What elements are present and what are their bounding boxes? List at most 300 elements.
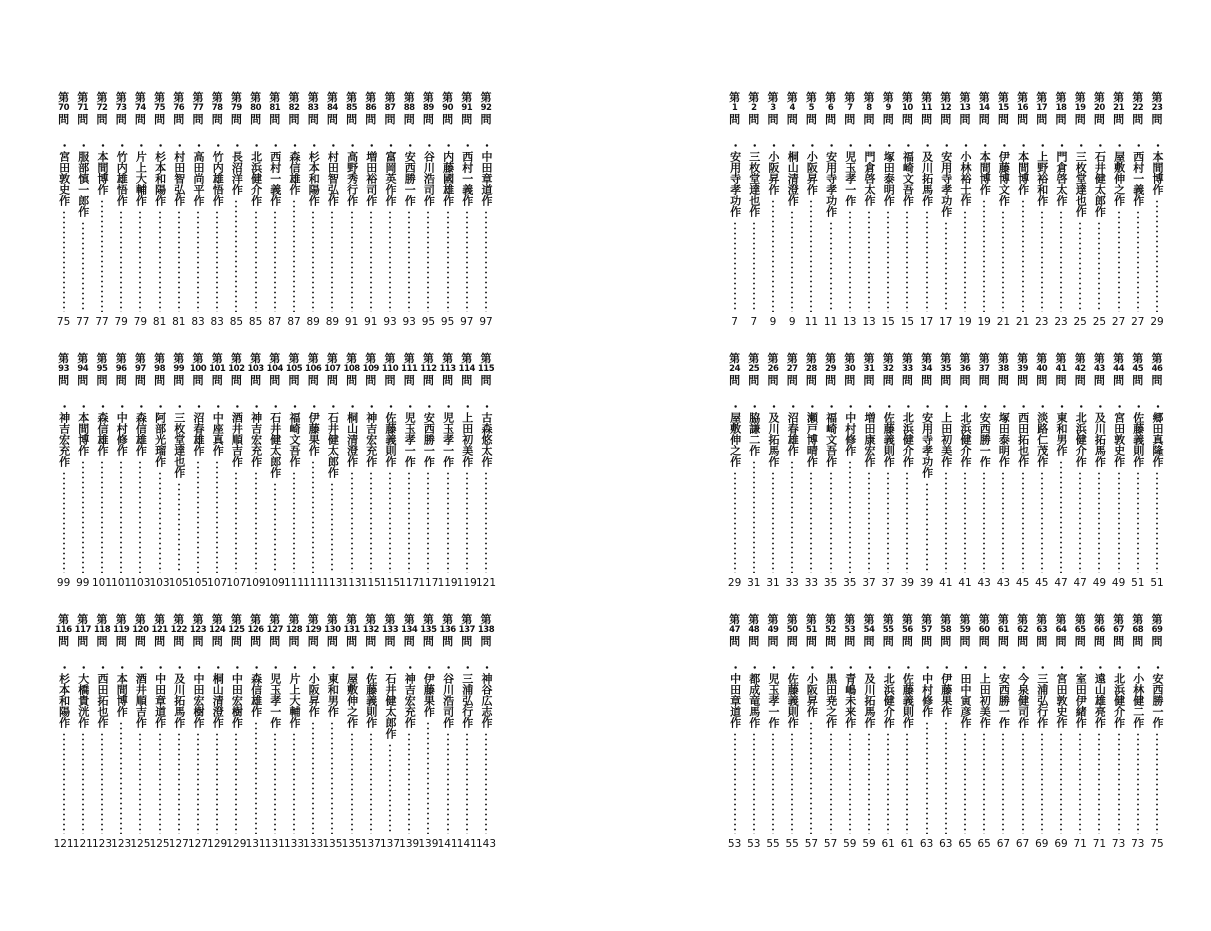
toc-entry <box>1033 353 1051 589</box>
page-number: 91 <box>364 316 378 328</box>
toc-entry <box>323 353 341 589</box>
problem-label <box>802 614 820 647</box>
toc-entry <box>822 614 840 850</box>
page-number: 81 <box>172 316 186 328</box>
label-prefix: 第 <box>96 613 108 626</box>
label-prefix: 第 <box>192 613 204 626</box>
toc-entry <box>1110 353 1128 589</box>
problem-number: 31 <box>863 364 875 374</box>
page-number: 43 <box>996 577 1011 589</box>
page-number: 95 <box>421 316 436 328</box>
dot-leader <box>178 732 180 834</box>
label-suffix: 問 <box>115 373 127 387</box>
page-number: 37 <box>881 577 895 589</box>
page-number: 131 <box>264 838 285 850</box>
page-number: 29 <box>1150 316 1164 328</box>
dot-leader <box>216 460 218 573</box>
label-prefix: 第 <box>288 91 300 104</box>
toc-entry <box>343 614 361 850</box>
author-name: ・中田宏樹作 <box>192 662 205 728</box>
page-number: 125 <box>130 838 151 850</box>
page-number: 59 <box>862 838 876 850</box>
problem-number: 94 <box>77 364 89 374</box>
problem-label <box>822 353 840 386</box>
problem-number: 65 <box>1074 625 1086 635</box>
dot-leader <box>887 471 889 573</box>
author-name: ・宮田敦史作 <box>57 140 71 206</box>
problem-number: 36 <box>959 364 971 374</box>
problem-number: 21 <box>1113 103 1125 113</box>
dot-leader <box>945 471 947 573</box>
page-number: 123 <box>91 838 113 850</box>
toc-entry <box>419 614 437 850</box>
author-name: ・石井健太郎作 <box>1093 140 1107 217</box>
problem-number: 37 <box>978 364 990 374</box>
label-prefix: 第 <box>115 91 127 104</box>
label-suffix: 問 <box>1132 634 1144 648</box>
dot-leader <box>983 732 985 834</box>
author-name: ・中田宏樹作 <box>230 662 244 728</box>
label-prefix: 第 <box>192 91 204 104</box>
dot-leader <box>216 210 218 312</box>
problem-label <box>458 353 476 386</box>
label-suffix: 問 <box>365 112 377 126</box>
label-prefix: 第 <box>480 613 492 626</box>
label-prefix: 第 <box>844 352 856 365</box>
dot-leader <box>293 471 295 573</box>
dot-leader <box>830 471 832 573</box>
toc-entry <box>323 92 341 328</box>
dot-leader <box>753 460 755 573</box>
label-suffix: 問 <box>288 373 300 387</box>
label-prefix: 第 <box>805 352 817 365</box>
author-name: ・北浜健介作 <box>1112 662 1126 728</box>
problem-number: 100 <box>189 364 207 374</box>
author-name: ・児玉孝一作 <box>441 401 455 467</box>
label-suffix: 問 <box>1093 634 1105 648</box>
author-name: ・室田伊緒作 <box>1074 662 1088 728</box>
page-number: 13 <box>843 316 857 328</box>
problem-number: 121 <box>151 625 168 635</box>
label-suffix: 問 <box>77 373 89 387</box>
label-prefix: 第 <box>211 613 223 626</box>
label-prefix: 第 <box>115 613 127 626</box>
label-prefix: 第 <box>825 352 837 365</box>
problem-number: 79 <box>230 103 242 113</box>
author-name: ・宮田敦史作 <box>1112 401 1126 467</box>
label-prefix: 第 <box>96 91 108 104</box>
page-number: 115 <box>379 577 401 589</box>
problem-label <box>918 353 936 386</box>
label-suffix: 問 <box>1055 634 1067 648</box>
page-number: 89 <box>325 316 340 328</box>
toc-entry <box>1129 92 1147 328</box>
label-prefix: 第 <box>1132 613 1144 626</box>
toc-entry <box>841 353 859 589</box>
dot-leader <box>427 471 429 573</box>
label-suffix: 問 <box>269 112 281 126</box>
toc-entry <box>131 92 149 328</box>
label-prefix: 第 <box>134 352 146 365</box>
label-prefix: 第 <box>997 613 1009 626</box>
dot-leader <box>370 210 372 312</box>
author-name: ・森信雄作 <box>249 662 263 717</box>
problem-label <box>419 353 437 386</box>
label-prefix: 第 <box>901 91 913 104</box>
label-prefix: 第 <box>959 352 971 365</box>
author-name: ・北浜健介作 <box>882 662 896 728</box>
page-number: 127 <box>168 838 189 850</box>
toc-entry <box>1110 614 1128 850</box>
label-suffix: 問 <box>1036 634 1048 648</box>
problem-number: 44 <box>1113 364 1125 374</box>
page-number: 95 <box>440 316 455 328</box>
dot-leader <box>734 732 736 834</box>
problem-label <box>208 614 226 647</box>
problem-label <box>362 92 380 125</box>
label-prefix: 第 <box>901 613 913 626</box>
dot-leader <box>178 482 180 573</box>
label-suffix: 問 <box>288 112 300 126</box>
problem-number: 117 <box>74 625 91 635</box>
label-suffix: 問 <box>921 634 933 648</box>
problem-number: 92 <box>480 103 492 113</box>
label-suffix: 問 <box>192 634 204 648</box>
problem-number: 87 <box>384 103 396 113</box>
label-suffix: 問 <box>786 373 798 387</box>
problem-label <box>860 353 878 386</box>
dot-leader <box>235 471 237 573</box>
problem-number: 127 <box>266 625 283 635</box>
toc-entry <box>74 92 92 328</box>
label-suffix: 問 <box>921 112 933 126</box>
label-suffix: 問 <box>786 634 798 648</box>
label-prefix: 第 <box>825 91 837 104</box>
page-number: 15 <box>900 316 915 328</box>
page-number: 77 <box>76 316 90 328</box>
problem-number: 51 <box>805 625 817 635</box>
page-number: 69 <box>1035 838 1049 850</box>
problem-number: 73 <box>115 103 127 113</box>
problem-number: 62 <box>1017 625 1029 635</box>
author-name: ・東和男作 <box>326 662 340 717</box>
problem-label <box>323 353 341 386</box>
author-name: ・北浜健介作 <box>959 401 972 467</box>
toc-entry <box>745 353 763 589</box>
author-name: ・福崎文吾作 <box>824 401 838 467</box>
label-prefix: 第 <box>288 352 300 365</box>
problem-number: 113 <box>439 364 456 374</box>
label-prefix: 第 <box>288 613 300 626</box>
label-prefix: 第 <box>805 91 817 104</box>
toc-entry <box>802 92 820 328</box>
label-prefix: 第 <box>250 613 262 626</box>
label-suffix: 問 <box>192 112 204 126</box>
label-prefix: 第 <box>1074 352 1086 365</box>
page-number: 87 <box>268 316 282 328</box>
page-number: 121 <box>72 838 93 850</box>
problem-number: 122 <box>170 625 187 635</box>
label-suffix: 問 <box>921 373 933 387</box>
problem-label <box>227 92 245 125</box>
page-number: 113 <box>322 577 343 589</box>
page-number: 31 <box>747 577 761 589</box>
label-suffix: 問 <box>326 373 338 387</box>
page-number: 49 <box>1111 577 1126 589</box>
problem-label <box>131 92 149 125</box>
problem-label <box>151 353 169 386</box>
toc-block <box>0 614 605 850</box>
problem-number: 82 <box>288 103 300 113</box>
problem-number: 131 <box>343 625 360 635</box>
label-suffix: 問 <box>1151 634 1163 648</box>
dot-leader <box>753 732 755 834</box>
dot-leader <box>772 471 774 573</box>
label-prefix: 第 <box>442 91 454 104</box>
author-name: ・石井健太郎作 <box>326 401 340 478</box>
toc-entry <box>1052 353 1070 589</box>
author-name: ・竹内雄悟作 <box>115 140 129 206</box>
toc-block <box>606 353 1211 589</box>
dot-leader <box>139 732 141 834</box>
label-suffix: 問 <box>115 634 127 648</box>
author-name: ・三浦弘行作 <box>1035 662 1049 728</box>
problem-number: 136 <box>439 625 456 635</box>
label-prefix: 第 <box>1036 352 1048 365</box>
label-suffix: 問 <box>1151 112 1163 126</box>
label-suffix: 問 <box>748 634 760 648</box>
label-suffix: 問 <box>365 634 377 648</box>
dot-leader <box>178 210 180 312</box>
problem-label <box>1014 614 1032 647</box>
toc-entry <box>227 353 245 589</box>
right-page <box>606 0 1211 931</box>
label-suffix: 問 <box>442 634 454 648</box>
toc-entry <box>112 614 130 850</box>
problem-number: 70 <box>58 103 70 113</box>
label-prefix: 第 <box>729 91 741 104</box>
toc-entry <box>247 353 265 589</box>
dot-leader <box>235 732 237 834</box>
label-prefix: 第 <box>767 91 779 104</box>
problem-label <box>1014 353 1032 386</box>
label-suffix: 問 <box>442 112 454 126</box>
problem-number: 59 <box>959 625 971 635</box>
dot-leader <box>791 210 793 312</box>
toc-entry <box>247 92 265 328</box>
toc-entry <box>93 92 111 328</box>
dot-leader <box>772 199 774 312</box>
page-number: 111 <box>303 577 324 589</box>
author-name: ・今泉健司作 <box>1016 662 1030 728</box>
problem-label <box>189 614 207 647</box>
problem-label <box>975 353 993 386</box>
toc-entry <box>74 353 92 589</box>
problem-label <box>898 353 916 386</box>
problem-number: 33 <box>901 364 913 374</box>
problem-label <box>208 353 226 386</box>
label-prefix: 第 <box>173 91 185 104</box>
page-number: 103 <box>149 577 170 589</box>
label-suffix: 問 <box>384 112 396 126</box>
label-prefix: 第 <box>461 613 473 626</box>
toc-entry <box>400 92 418 328</box>
toc-entry <box>1090 353 1108 589</box>
problem-number: 60 <box>978 625 990 635</box>
problem-number: 30 <box>844 364 856 374</box>
author-name: ・西村一義作 <box>268 140 282 206</box>
problem-label <box>304 353 322 386</box>
page-number: 83 <box>191 316 205 328</box>
page-number: 21 <box>996 316 1011 328</box>
page-number: 21 <box>1015 316 1030 328</box>
problem-number: 22 <box>1132 103 1144 113</box>
dot-leader <box>810 721 812 834</box>
problem-label <box>1033 92 1051 125</box>
page-number: 57 <box>823 838 838 850</box>
label-prefix: 第 <box>58 352 70 365</box>
toc-entry <box>937 353 955 589</box>
label-suffix: 問 <box>211 373 223 387</box>
toc-entry <box>745 614 763 850</box>
label-suffix: 問 <box>384 634 396 648</box>
toc-entry <box>439 92 457 328</box>
author-name: ・神吉宏充作 <box>57 401 71 467</box>
toc-entry <box>1014 353 1032 589</box>
label-prefix: 第 <box>786 613 798 626</box>
toc-entry <box>266 353 284 589</box>
problem-label <box>1071 92 1089 125</box>
page-number: 73 <box>1111 838 1126 850</box>
problem-label <box>1110 92 1128 125</box>
dot-leader <box>830 732 832 834</box>
problem-label <box>1052 614 1070 647</box>
author-name: ・上田初美作 <box>978 662 992 728</box>
label-suffix: 問 <box>997 373 1009 387</box>
label-prefix: 第 <box>786 91 798 104</box>
problem-number: 32 <box>882 364 894 374</box>
toc-entry <box>975 92 993 328</box>
dot-leader <box>868 732 870 834</box>
page-number: 85 <box>248 316 263 328</box>
toc-entry <box>726 353 744 589</box>
toc-entry <box>170 353 188 589</box>
author-name: ・酒井順吉作 <box>134 662 148 728</box>
label-suffix: 問 <box>901 112 913 126</box>
label-suffix: 問 <box>844 373 856 387</box>
label-suffix: 問 <box>1036 112 1048 126</box>
author-name: ・瀬戸博晴作 <box>805 401 819 467</box>
toc-entry <box>879 353 897 589</box>
page-number: 35 <box>843 577 857 589</box>
problem-label <box>1148 353 1166 386</box>
author-name: ・中田章道作 <box>480 140 493 206</box>
label-prefix: 第 <box>211 91 223 104</box>
dot-leader <box>772 732 774 834</box>
problem-number: 49 <box>767 625 779 635</box>
label-suffix: 問 <box>748 112 760 126</box>
author-name: ・安西勝一作 <box>978 401 992 467</box>
label-prefix: 第 <box>748 613 760 626</box>
author-name: ・及川拓馬作 <box>920 140 934 206</box>
toc-entry <box>151 614 169 850</box>
problem-label <box>1033 614 1051 647</box>
toc-entry <box>1071 353 1089 589</box>
label-suffix: 問 <box>1132 112 1144 126</box>
dot-leader <box>1041 471 1043 573</box>
problem-number: 132 <box>362 625 379 635</box>
dot-leader <box>887 210 889 312</box>
author-name: ・本間博作 <box>76 401 90 456</box>
author-name: ・本間博作 <box>978 140 992 195</box>
problem-label <box>74 92 92 125</box>
author-name: ・児玉孝一作 <box>268 662 282 728</box>
problem-number: 56 <box>901 625 913 635</box>
dot-leader <box>964 732 966 834</box>
page-number: 47 <box>1054 577 1068 589</box>
label-suffix: 問 <box>901 634 913 648</box>
problem-number: 80 <box>250 103 262 113</box>
dot-leader <box>791 732 793 834</box>
label-suffix: 問 <box>250 112 262 126</box>
label-prefix: 第 <box>384 91 396 104</box>
author-name: ・田中寅彦作 <box>959 662 972 728</box>
label-suffix: 問 <box>134 634 146 648</box>
label-prefix: 第 <box>940 613 952 626</box>
problem-number: 10 <box>901 103 913 113</box>
problem-number: 103 <box>247 364 264 374</box>
author-name: ・西村一義作 <box>1131 140 1145 206</box>
author-name: ・安用寺孝功作 <box>939 140 953 217</box>
author-name: ・西村一義作 <box>460 140 474 206</box>
toc-entry <box>1014 92 1032 328</box>
problem-label <box>266 92 284 125</box>
toc-entry <box>764 353 782 589</box>
toc-entry <box>112 353 130 589</box>
label-suffix: 問 <box>442 373 454 387</box>
author-name: ・佐藤義則作 <box>901 662 915 728</box>
problem-label <box>1148 92 1166 125</box>
page-number: 103 <box>130 577 151 589</box>
problem-label <box>419 92 437 125</box>
author-name: ・服部慎一郎作 <box>76 140 90 217</box>
toc-entry <box>55 353 73 589</box>
dot-leader <box>274 732 276 834</box>
label-suffix: 問 <box>307 112 319 126</box>
label-suffix: 問 <box>403 634 415 648</box>
problem-label <box>208 92 226 125</box>
page-number: 135 <box>322 838 343 850</box>
label-suffix: 問 <box>346 373 358 387</box>
author-name: ・北浜健介作 <box>901 401 915 467</box>
toc-entry <box>400 353 418 589</box>
problem-label <box>343 614 361 647</box>
toc-entry <box>726 92 744 328</box>
problem-label <box>55 614 73 647</box>
label-suffix: 問 <box>805 373 817 387</box>
author-name: ・長沼洋作 <box>230 140 244 195</box>
problem-number: 95 <box>96 364 108 374</box>
page-number: 47 <box>1073 577 1087 589</box>
dot-leader <box>312 210 314 312</box>
toc-entry <box>170 92 188 328</box>
problem-label <box>898 92 916 125</box>
label-suffix: 問 <box>1093 373 1105 387</box>
label-prefix: 第 <box>863 613 875 626</box>
toc-entry <box>477 614 495 850</box>
author-name: ・村田智弘作 <box>172 140 186 206</box>
label-prefix: 第 <box>844 91 856 104</box>
